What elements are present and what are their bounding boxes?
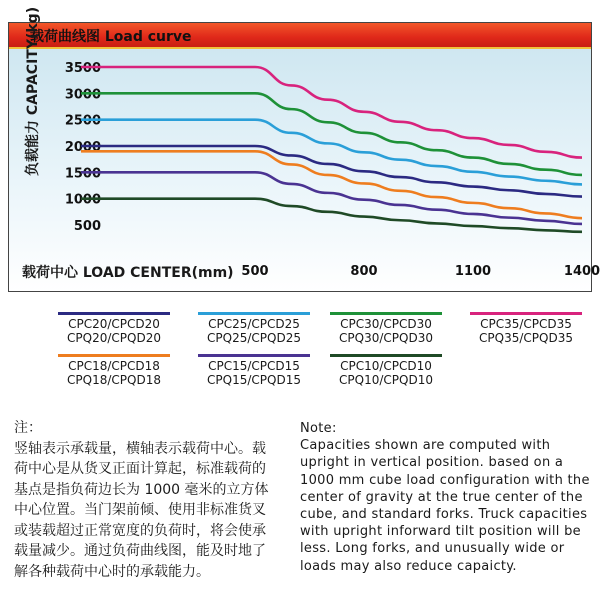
series-line — [81, 151, 582, 218]
y-axis-label: 负载能力 CAPACITY(kg) — [25, 6, 41, 176]
legend-label: CPQ30/CPQD30 — [339, 331, 433, 345]
legend-label: CPQ18/CPQD18 — [67, 373, 161, 387]
y-tick-label: 1500 — [64, 166, 101, 182]
legend-item — [330, 312, 442, 345]
x-tick-label: 1400 — [563, 264, 600, 279]
y-tick-label: 1000 — [64, 192, 101, 208]
y-tick-label: 2500 — [64, 113, 101, 129]
series-line — [81, 199, 582, 232]
legend-label: CPQ10/CPQD10 — [339, 373, 433, 387]
legend-label: CPC10/CPCD10 — [340, 359, 432, 373]
legend-label: CPC35/CPCD35 — [480, 317, 572, 331]
x-tick-label: 800 — [350, 264, 378, 279]
series-line — [81, 93, 582, 175]
legend-item — [58, 312, 170, 345]
legend-label: CPQ25/CPQD25 — [207, 331, 301, 345]
legend-label: CPC15/CPCD15 — [208, 359, 300, 373]
y-tick-label: 3000 — [64, 87, 101, 103]
y-tick-label: 3500 — [64, 61, 101, 76]
legend-label: CPQ20/CPQD20 — [67, 331, 161, 345]
legend-item — [470, 312, 582, 345]
note-chinese: 注： 竖轴表示承载量，横轴表示载荷中心。载荷中心是从货叉正面计算起，标准载荷的基点是指负荷边长为 1000 毫米的立方体中心位置。当门架前倾、使用非标准货叉或装载超过正常宽度的负荷时，将会使承载量减少。通过负荷曲线图，能及时地了解各种载荷中心时的承载能力。 — [14, 420, 269, 580]
x-tick-label: 1100 — [454, 264, 492, 279]
legend-label: CPC25/CPCD25 — [208, 317, 300, 331]
legend-label: CPC30/CPCD30 — [340, 317, 432, 331]
legend-swatch — [58, 312, 170, 315]
legend-label: CPC18/CPCD18 — [68, 359, 160, 373]
x-axis-label: 载荷中心 LOAD CENTER(mm) — [22, 265, 234, 281]
legend-item — [58, 354, 170, 387]
legend-swatch — [198, 312, 310, 315]
legend-item — [198, 354, 310, 387]
legend-swatch — [330, 354, 442, 357]
legend-swatch — [330, 312, 442, 315]
legend-swatch — [198, 354, 310, 357]
note-english: Note: Capacities shown are computed with upright in vertical position. based on a 1000 mm cube load configuration with the center of gravity at the true center of the cube, and standard forks. Truck capacities with upright inforward tilt position will be less. Long forks, and unusually wide or loads may also reduce capaicty. — [300, 421, 590, 574]
legend-label: CPQ35/CPQD35 — [479, 331, 573, 345]
legend-swatch — [470, 312, 582, 315]
legend-label: CPC20/CPCD20 — [68, 317, 160, 331]
legend-item — [198, 312, 310, 345]
legend-label: CPQ15/CPQD15 — [207, 373, 301, 387]
y-tick-label: 500 — [73, 219, 101, 234]
legend-swatch — [58, 354, 170, 357]
y-tick-label: 2000 — [64, 140, 101, 155]
chart-title: 载荷曲线图 Load curve — [30, 29, 192, 45]
legend-item — [330, 354, 442, 387]
x-tick-label: 500 — [241, 264, 269, 279]
